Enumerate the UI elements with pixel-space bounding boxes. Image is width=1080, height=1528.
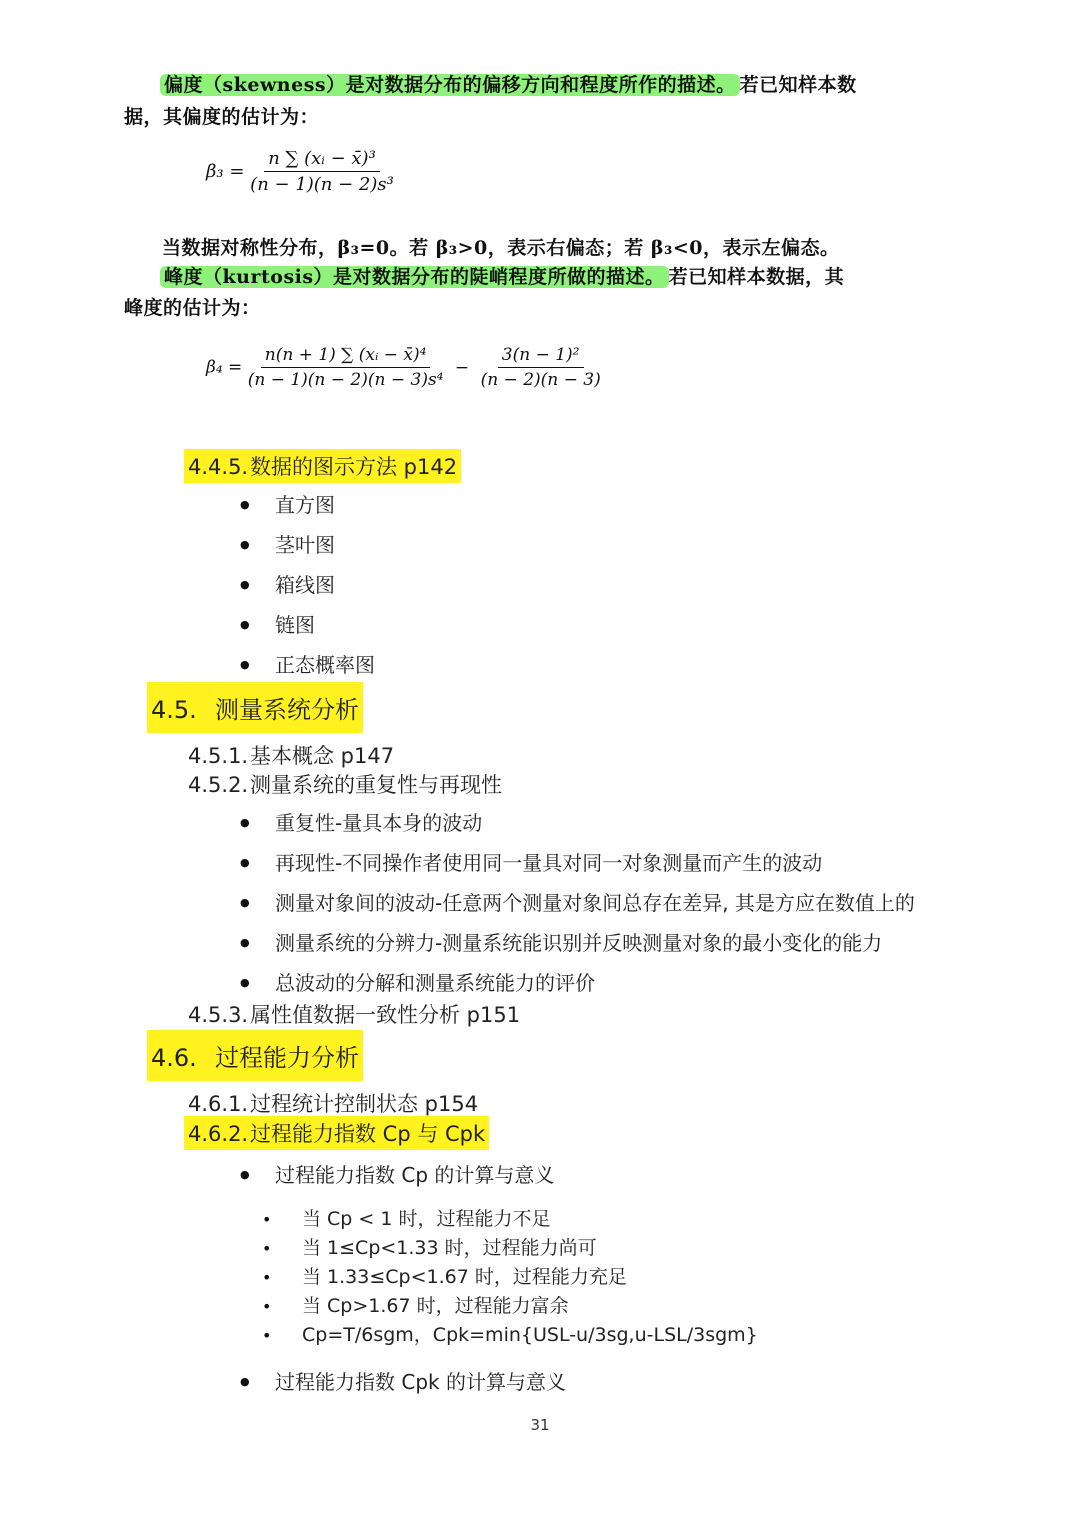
beta3-fraction [250, 148, 394, 195]
list-item: • 当 Cp>1.67 时，过程能力富余 [262, 1292, 758, 1321]
symmetry-note: 当数据对称性分布，β₃=0。若 β₃>0，表示右偏态；若 β₃<0，表示左偏态。 [162, 237, 840, 259]
heading-4-5 [147, 682, 363, 733]
list-item: ● 直方图 [240, 485, 375, 525]
skewness-highlight: 偏度（skewness）是对数据分布的偏移方向和程度所作的描述。 [160, 74, 740, 96]
cp-sub-list [262, 1205, 758, 1350]
kurtosis-line2: 峰度的估计为： [124, 297, 261, 319]
beta4-numerator-1: n(n + 1) ∑ (xᵢ − x̄)⁴ [261, 345, 431, 368]
heading-title: 过程统计控制状态 p154 [250, 1092, 479, 1116]
cp-item-list [240, 1155, 554, 1195]
heading-4-6-2 [184, 1116, 489, 1150]
heading-title: 属性值数据一致性分析 p151 [250, 1003, 521, 1027]
heading-title: 测量系统的重复性与再现性 [250, 773, 502, 797]
kurtosis-rest: 若已知样本数据，其 [668, 266, 845, 288]
beta4-denominator-2: (n − 2)(n − 3) [480, 370, 601, 390]
heading-4-5-3 [184, 997, 524, 1031]
chart-methods-list [240, 485, 375, 685]
heading-4-6-1 [184, 1086, 482, 1120]
beta3-lhs: β₃ = [206, 161, 245, 182]
list-item: ● 过程能力指数 Cp 的计算与意义 [240, 1155, 554, 1195]
heading-title: 数据的图示方法 p142 [250, 455, 458, 479]
list-item: ● 链图 [240, 605, 375, 645]
heading-title: 测量系统分析 [215, 696, 359, 724]
beta4-fraction-1 [248, 345, 444, 390]
heading-number: 4.5.2. [188, 773, 249, 797]
list-item: ● 过程能力指数 Cpk 的计算与意义 [240, 1362, 566, 1402]
list-item: ● 测量对象间的波动-任意两个测量对象间总存在差异, 其是方应在数值上的 [240, 883, 915, 923]
beta4-denominator-1: (n − 1)(n − 2)(n − 3)s⁴ [247, 370, 444, 390]
heading-4-5-2 [184, 767, 506, 801]
beta3-denominator: (n − 1)(n − 2)s³ [250, 174, 394, 195]
beta4-lhs: β₄ = [206, 357, 243, 378]
list-item: ● 正态概率图 [240, 645, 375, 685]
kurtosis-definition [160, 262, 844, 289]
skewness-rest: 若已知样本数 [739, 74, 857, 96]
list-item: • 当 1≤Cp<1.33 时，过程能力尚可 [262, 1234, 758, 1263]
beta3-numerator: n ∑ (xᵢ − x̄)³ [264, 148, 380, 172]
skewness-line2: 据，其偏度的估计为： [124, 106, 320, 128]
heading-number: 4.6. [151, 1044, 197, 1072]
heading-number: 4.5. [151, 696, 197, 724]
list-item: ● 再现性-不同操作者使用同一量具对同一对象测量而产生的波动 [240, 843, 915, 883]
heading-title: 基本概念 p147 [250, 744, 395, 768]
list-item: • Cp=T/6sgm，Cpk=min{USL-u/3sg,u-LSL/3sgm} [262, 1321, 758, 1350]
skewness-formula [206, 148, 394, 195]
heading-number: 4.5.3. [188, 1003, 249, 1027]
kurtosis-formula [206, 345, 601, 390]
kurtosis-highlight: 峰度（kurtosis）是对数据分布的陡峭程度所做的描述。 [160, 266, 669, 288]
heading-title: 过程能力指数 Cp 与 Cpk [250, 1122, 486, 1146]
msa-topics-list [240, 803, 915, 1003]
cpk-item-list [240, 1362, 566, 1402]
skewness-definition [160, 70, 857, 97]
list-item: • 当 Cp < 1 时，过程能力不足 [262, 1205, 758, 1234]
heading-number: 4.6.2. [188, 1122, 249, 1146]
beta4-fraction-2 [481, 345, 601, 390]
heading-number: 4.4.5. [188, 455, 249, 479]
list-item: ● 箱线图 [240, 565, 375, 605]
heading-title: 过程能力分析 [215, 1044, 359, 1072]
beta4-minus: − [454, 357, 470, 378]
list-item: ● 总波动的分解和测量系统能力的评价 [240, 963, 915, 1003]
heading-number: 4.5.1. [188, 744, 249, 768]
list-item: ● 茎叶图 [240, 525, 375, 565]
heading-4-4-5 [184, 449, 461, 483]
heading-4-6 [147, 1030, 363, 1081]
list-item: ● 测量系统的分辨力-测量系统能识别并反映测量对象的最小变化的能力 [240, 923, 915, 963]
list-item: ● 重复性-量具本身的波动 [240, 803, 915, 843]
beta4-numerator-2: 3(n − 1)² [498, 345, 584, 368]
list-item: • 当 1.33≤Cp<1.67 时，过程能力充足 [262, 1263, 758, 1292]
heading-number: 4.6.1. [188, 1092, 249, 1116]
page-number: 31 [530, 1416, 550, 1434]
